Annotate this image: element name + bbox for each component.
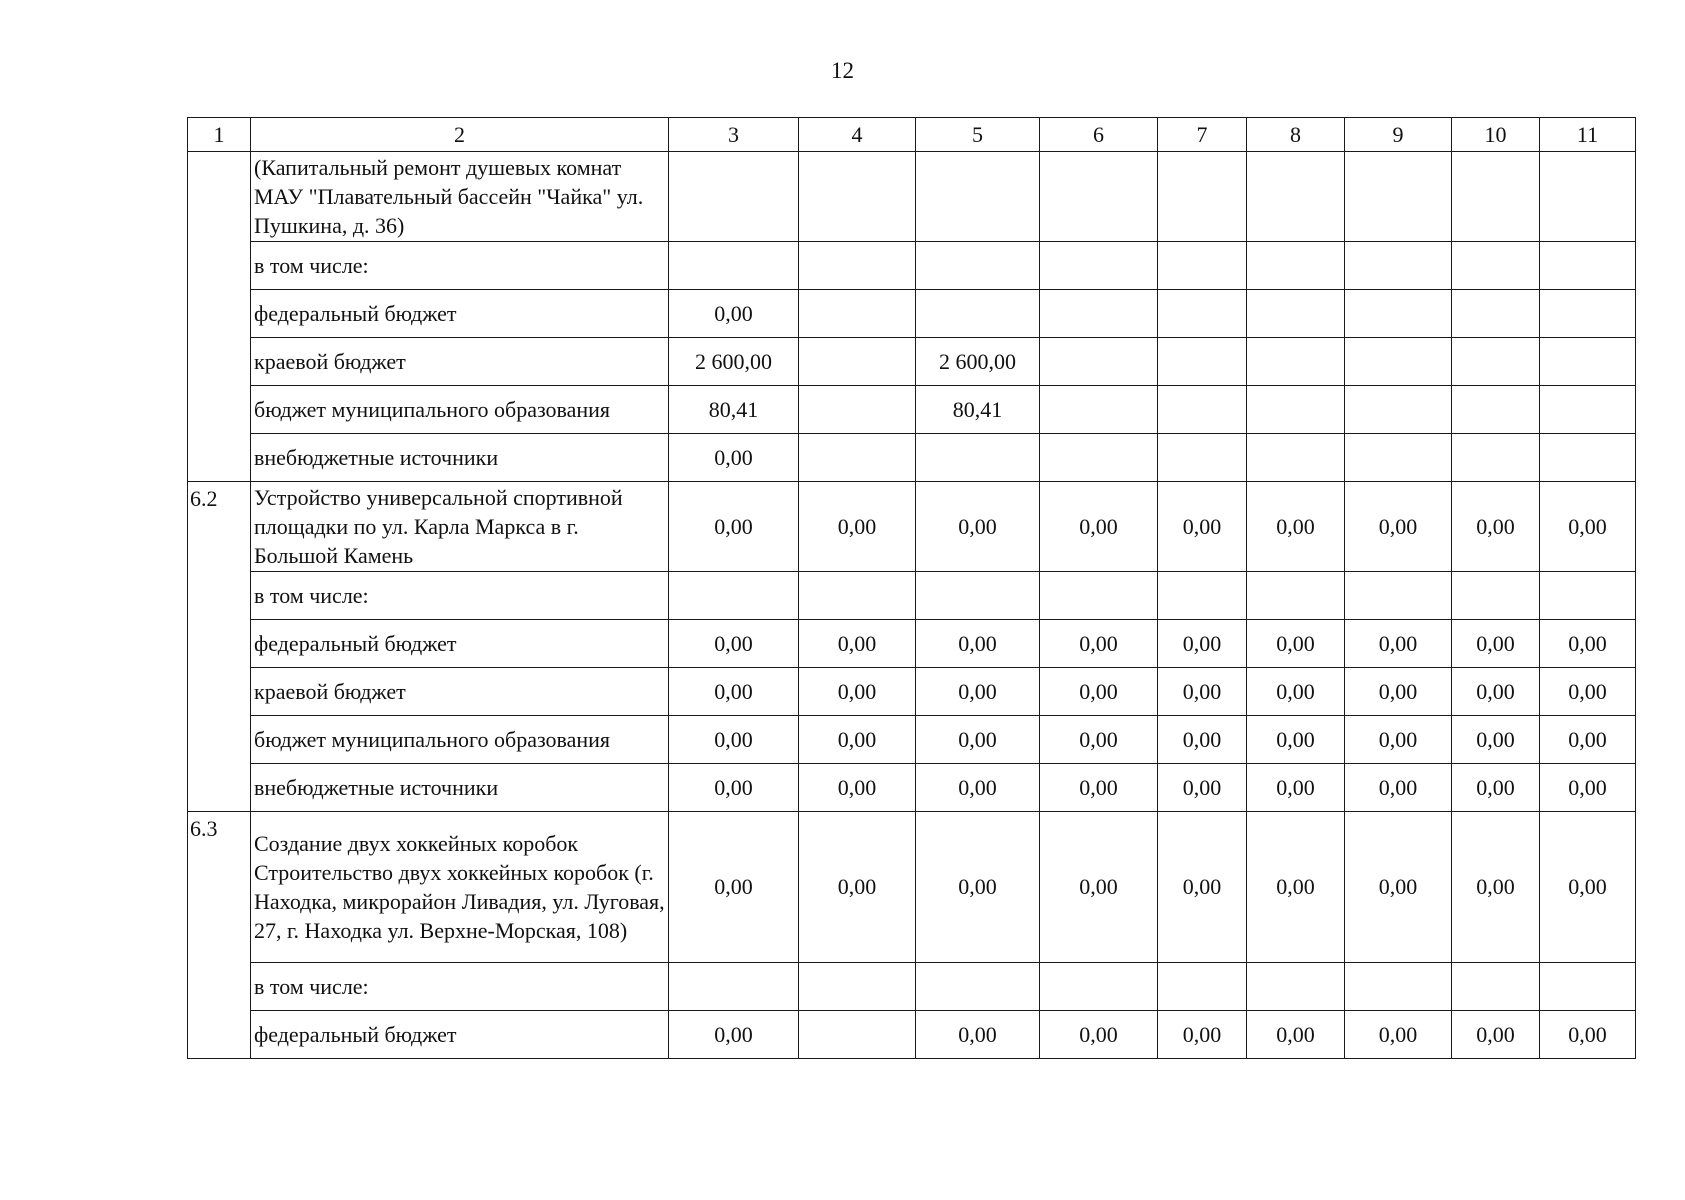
row-number-cell — [188, 241, 251, 289]
value-cell-col-3: 0,00 — [669, 482, 799, 572]
value-cell-col-11: 0,00 — [1540, 667, 1636, 715]
column-header-5: 5 — [916, 118, 1040, 152]
value-cell-col-7 — [1158, 241, 1247, 289]
value-cell-col-8: 0,00 — [1247, 763, 1345, 812]
value-cell-col-11 — [1540, 152, 1636, 242]
value-cell-col-7 — [1158, 571, 1247, 619]
row-number-cell — [188, 763, 251, 812]
value-cell-col-7: 0,00 — [1158, 619, 1247, 667]
value-cell-col-9 — [1345, 433, 1452, 482]
table-row — [188, 571, 1636, 619]
row-name-cell: в том числе: — [251, 962, 669, 1010]
value-cell-col-7 — [1158, 962, 1247, 1010]
value-cell-col-9: 0,00 — [1345, 812, 1452, 963]
value-cell-col-11: 0,00 — [1540, 482, 1636, 572]
value-cell-col-9 — [1345, 241, 1452, 289]
value-cell-col-4 — [799, 152, 916, 242]
row-name-cell: федеральный бюджет — [251, 289, 669, 337]
value-cell-col-3 — [669, 241, 799, 289]
row-number-cell: 6.2 — [188, 482, 251, 572]
value-cell-col-9 — [1345, 152, 1452, 242]
table-row — [188, 715, 1636, 763]
value-cell-col-9 — [1345, 571, 1452, 619]
column-header-8: 8 — [1247, 118, 1345, 152]
row-number-cell: 6.3 — [188, 812, 251, 963]
value-cell-col-7 — [1158, 385, 1247, 433]
table-row — [188, 962, 1636, 1010]
value-cell-col-3: 0,00 — [669, 289, 799, 337]
row-name-cell: в том числе: — [251, 241, 669, 289]
value-cell-col-4 — [799, 337, 916, 385]
value-cell-col-4: 0,00 — [799, 482, 916, 572]
row-name-cell: (Капитальный ремонт душевых комнат МАУ "Плавательный бассейн "Чайка" ул. Пушкина, д. 36) — [251, 152, 669, 242]
value-cell-col-3 — [669, 962, 799, 1010]
value-cell-col-5 — [916, 433, 1040, 482]
table-row — [188, 1010, 1636, 1059]
value-cell-col-9 — [1345, 337, 1452, 385]
value-cell-col-8 — [1247, 152, 1345, 242]
row-name-cell: внебюджетные источники — [251, 763, 669, 812]
row-number-cell — [188, 385, 251, 433]
value-cell-col-6 — [1040, 241, 1158, 289]
row-name-cell: краевой бюджет — [251, 667, 669, 715]
table-row — [188, 152, 1636, 242]
value-cell-col-6 — [1040, 962, 1158, 1010]
value-cell-col-6: 0,00 — [1040, 667, 1158, 715]
value-cell-col-6 — [1040, 152, 1158, 242]
value-cell-col-6 — [1040, 385, 1158, 433]
value-cell-col-5: 0,00 — [916, 715, 1040, 763]
value-cell-col-11: 0,00 — [1540, 812, 1636, 963]
value-cell-col-11 — [1540, 337, 1636, 385]
value-cell-col-11 — [1540, 962, 1636, 1010]
value-cell-col-3: 0,00 — [669, 812, 799, 963]
value-cell-col-5 — [916, 241, 1040, 289]
value-cell-col-5: 80,41 — [916, 385, 1040, 433]
value-cell-col-9: 0,00 — [1345, 1010, 1452, 1059]
value-cell-col-7: 0,00 — [1158, 667, 1247, 715]
value-cell-col-9: 0,00 — [1345, 482, 1452, 572]
row-name-cell: бюджет муниципального образования — [251, 385, 669, 433]
value-cell-col-3: 0,00 — [669, 1010, 799, 1059]
row-name-cell: федеральный бюджет — [251, 619, 669, 667]
table-row — [188, 482, 1636, 572]
value-cell-col-10: 0,00 — [1452, 715, 1540, 763]
row-name-cell: Устройство универсальной спортивной площадки по ул. Карла Маркса в г. Большой Камень — [251, 482, 669, 572]
value-cell-col-3: 2 600,00 — [669, 337, 799, 385]
value-cell-col-6 — [1040, 337, 1158, 385]
value-cell-col-10: 0,00 — [1452, 812, 1540, 963]
value-cell-col-5: 0,00 — [916, 482, 1040, 572]
column-header-11: 11 — [1540, 118, 1636, 152]
value-cell-col-11 — [1540, 241, 1636, 289]
table-row — [188, 667, 1636, 715]
value-cell-col-8 — [1247, 337, 1345, 385]
value-cell-col-3 — [669, 152, 799, 242]
value-cell-col-6: 0,00 — [1040, 812, 1158, 963]
value-cell-col-8 — [1247, 571, 1345, 619]
value-cell-col-9: 0,00 — [1345, 667, 1452, 715]
value-cell-col-3: 0,00 — [669, 619, 799, 667]
value-cell-col-6: 0,00 — [1040, 482, 1158, 572]
value-cell-col-4 — [799, 962, 916, 1010]
row-number-cell — [188, 152, 251, 242]
row-number-cell — [188, 619, 251, 667]
value-cell-col-10 — [1452, 433, 1540, 482]
value-cell-col-7 — [1158, 152, 1247, 242]
row-number-cell — [188, 667, 251, 715]
table-row — [188, 619, 1636, 667]
value-cell-col-7 — [1158, 337, 1247, 385]
value-cell-col-4 — [799, 571, 916, 619]
value-cell-col-8: 0,00 — [1247, 1010, 1345, 1059]
value-cell-col-11 — [1540, 433, 1636, 482]
column-header-4: 4 — [799, 118, 916, 152]
value-cell-col-8 — [1247, 385, 1345, 433]
value-cell-col-3: 0,00 — [669, 433, 799, 482]
value-cell-col-7: 0,00 — [1158, 482, 1247, 572]
value-cell-col-4: 0,00 — [799, 619, 916, 667]
value-cell-col-5: 0,00 — [916, 667, 1040, 715]
value-cell-col-5: 0,00 — [916, 812, 1040, 963]
value-cell-col-8: 0,00 — [1247, 619, 1345, 667]
page-number: 12 — [831, 58, 854, 83]
value-cell-col-10 — [1452, 241, 1540, 289]
value-cell-col-6: 0,00 — [1040, 715, 1158, 763]
value-cell-col-11 — [1540, 385, 1636, 433]
value-cell-col-8 — [1247, 241, 1345, 289]
value-cell-col-11 — [1540, 571, 1636, 619]
value-cell-col-8: 0,00 — [1247, 667, 1345, 715]
column-header-9: 9 — [1345, 118, 1452, 152]
value-cell-col-5 — [916, 571, 1040, 619]
value-cell-col-3 — [669, 571, 799, 619]
value-cell-col-5 — [916, 152, 1040, 242]
value-cell-col-6 — [1040, 289, 1158, 337]
value-cell-col-7 — [1158, 289, 1247, 337]
value-cell-col-10 — [1452, 152, 1540, 242]
value-cell-col-9: 0,00 — [1345, 763, 1452, 812]
column-header-7: 7 — [1158, 118, 1247, 152]
value-cell-col-4: 0,00 — [799, 667, 916, 715]
value-cell-col-9: 0,00 — [1345, 619, 1452, 667]
value-cell-col-8 — [1247, 433, 1345, 482]
value-cell-col-9: 0,00 — [1345, 715, 1452, 763]
row-name-cell: внебюджетные источники — [251, 433, 669, 482]
row-number-cell — [188, 433, 251, 482]
value-cell-col-10: 0,00 — [1452, 619, 1540, 667]
value-cell-col-4 — [799, 1010, 916, 1059]
value-cell-col-4 — [799, 241, 916, 289]
value-cell-col-4: 0,00 — [799, 812, 916, 963]
value-cell-col-5 — [916, 962, 1040, 1010]
value-cell-col-10: 0,00 — [1452, 1010, 1540, 1059]
value-cell-col-10 — [1452, 385, 1540, 433]
value-cell-col-10 — [1452, 337, 1540, 385]
value-cell-col-5 — [916, 289, 1040, 337]
row-number-cell — [188, 1010, 251, 1059]
table-body — [188, 152, 1636, 1059]
value-cell-col-5: 0,00 — [916, 619, 1040, 667]
value-cell-col-9 — [1345, 385, 1452, 433]
value-cell-col-5: 0,00 — [916, 763, 1040, 812]
value-cell-col-8: 0,00 — [1247, 482, 1345, 572]
value-cell-col-9 — [1345, 289, 1452, 337]
row-number-cell — [188, 337, 251, 385]
row-number-cell — [188, 571, 251, 619]
budget-table — [187, 117, 1636, 1059]
value-cell-col-4 — [799, 433, 916, 482]
row-name-cell: федеральный бюджет — [251, 1010, 669, 1059]
value-cell-col-11 — [1540, 289, 1636, 337]
value-cell-col-10 — [1452, 962, 1540, 1010]
row-name-cell: Создание двух хоккейных коробок Строительство двух хоккейных коробок (г. Находка, микрорайон Ливадия, ул. Луговая, 27, г. Находка ул. Верхне-Морская, 108) — [251, 812, 669, 963]
table-row — [188, 812, 1636, 963]
value-cell-col-3: 80,41 — [669, 385, 799, 433]
table-row — [188, 241, 1636, 289]
table-row — [188, 763, 1636, 812]
value-cell-col-7: 0,00 — [1158, 715, 1247, 763]
value-cell-col-6: 0,00 — [1040, 763, 1158, 812]
value-cell-col-3: 0,00 — [669, 763, 799, 812]
value-cell-col-8: 0,00 — [1247, 715, 1345, 763]
value-cell-col-7 — [1158, 433, 1247, 482]
value-cell-col-10: 0,00 — [1452, 763, 1540, 812]
value-cell-col-11: 0,00 — [1540, 763, 1636, 812]
value-cell-col-10: 0,00 — [1452, 667, 1540, 715]
value-cell-col-8: 0,00 — [1247, 812, 1345, 963]
value-cell-col-5: 0,00 — [916, 1010, 1040, 1059]
row-number-cell — [188, 289, 251, 337]
value-cell-col-5: 2 600,00 — [916, 337, 1040, 385]
row-name-cell: в том числе: — [251, 571, 669, 619]
value-cell-col-7: 0,00 — [1158, 1010, 1247, 1059]
column-header-10: 10 — [1452, 118, 1540, 152]
column-header-2: 2 — [251, 118, 669, 152]
value-cell-col-3: 0,00 — [669, 667, 799, 715]
value-cell-col-4 — [799, 289, 916, 337]
row-name-cell: бюджет муниципального образования — [251, 715, 669, 763]
table-row — [188, 385, 1636, 433]
value-cell-col-11: 0,00 — [1540, 715, 1636, 763]
value-cell-col-6: 0,00 — [1040, 619, 1158, 667]
value-cell-col-10: 0,00 — [1452, 482, 1540, 572]
value-cell-col-4: 0,00 — [799, 715, 916, 763]
value-cell-col-10 — [1452, 571, 1540, 619]
value-cell-col-7: 0,00 — [1158, 812, 1247, 963]
value-cell-col-6 — [1040, 571, 1158, 619]
header-row — [188, 118, 1636, 152]
value-cell-col-4: 0,00 — [799, 763, 916, 812]
value-cell-col-6: 0,00 — [1040, 1010, 1158, 1059]
table-row — [188, 337, 1636, 385]
value-cell-col-8 — [1247, 289, 1345, 337]
column-header-1: 1 — [188, 118, 251, 152]
value-cell-col-3: 0,00 — [669, 715, 799, 763]
value-cell-col-4 — [799, 385, 916, 433]
value-cell-col-6 — [1040, 433, 1158, 482]
table-row — [188, 289, 1636, 337]
table-row — [188, 433, 1636, 482]
column-header-3: 3 — [669, 118, 799, 152]
value-cell-col-8 — [1247, 962, 1345, 1010]
row-name-cell: краевой бюджет — [251, 337, 669, 385]
value-cell-col-10 — [1452, 289, 1540, 337]
value-cell-col-11: 0,00 — [1540, 1010, 1636, 1059]
value-cell-col-11: 0,00 — [1540, 619, 1636, 667]
value-cell-col-9 — [1345, 962, 1452, 1010]
row-number-cell — [188, 715, 251, 763]
row-number-cell — [188, 962, 251, 1010]
column-header-6: 6 — [1040, 118, 1158, 152]
value-cell-col-7: 0,00 — [1158, 763, 1247, 812]
